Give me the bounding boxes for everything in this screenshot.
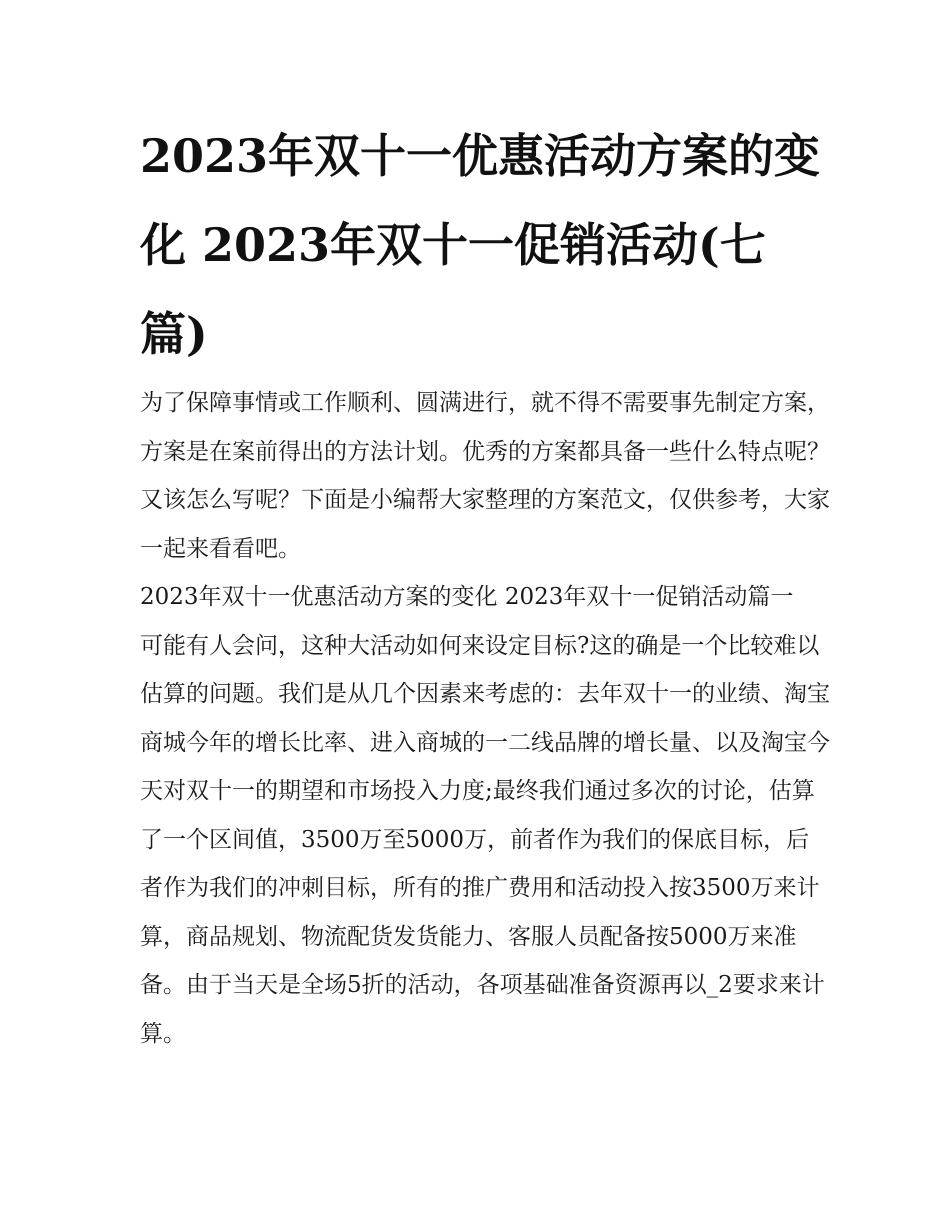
intro-paragraph: 为了保障事情或工作顺利、圆满进行，就不得不需要事先制定方案，方案是在案前得出的方法计划。优秀的方案都具备一些什么特点呢？又该怎么写呢？下面是小编帮大家整理的方案范文，仅供参考，大家一起来看看吧。 <box>140 390 830 562</box>
section-heading: 2023年双十一优惠活动方案的变化 2023年双十一促销活动篇一 <box>140 584 794 610</box>
document-page <box>140 112 830 1058</box>
document-title: 2023年双十一优惠活动方案的变化 2023年双十一促销活动(七篇) <box>140 129 821 361</box>
body-paragraph: 可能有人会问，这种大活动如何来设定目标?这的确是一个比较难以估算的问题。我们是从几个因素来考虑的：去年双十一的业绩、淘宝商城今年的增长比率、进入商城的一二线品牌的增长量、以及淘宝今天对双十一的期望和市场投入力度;最终我们通过多次的讨论，估算了一个区间值，3500万至5000万，前者作为我们的保底目标，后者作为我们的冲刺目标，所有的推广费用和活动投入按3500万来计算，商品规划、物流配货发货能力、客服人员配备按5000万来准备。由于当天是全场5折的活动，各项基础准备资源再以_2要求来计算。 <box>140 632 830 1047</box>
